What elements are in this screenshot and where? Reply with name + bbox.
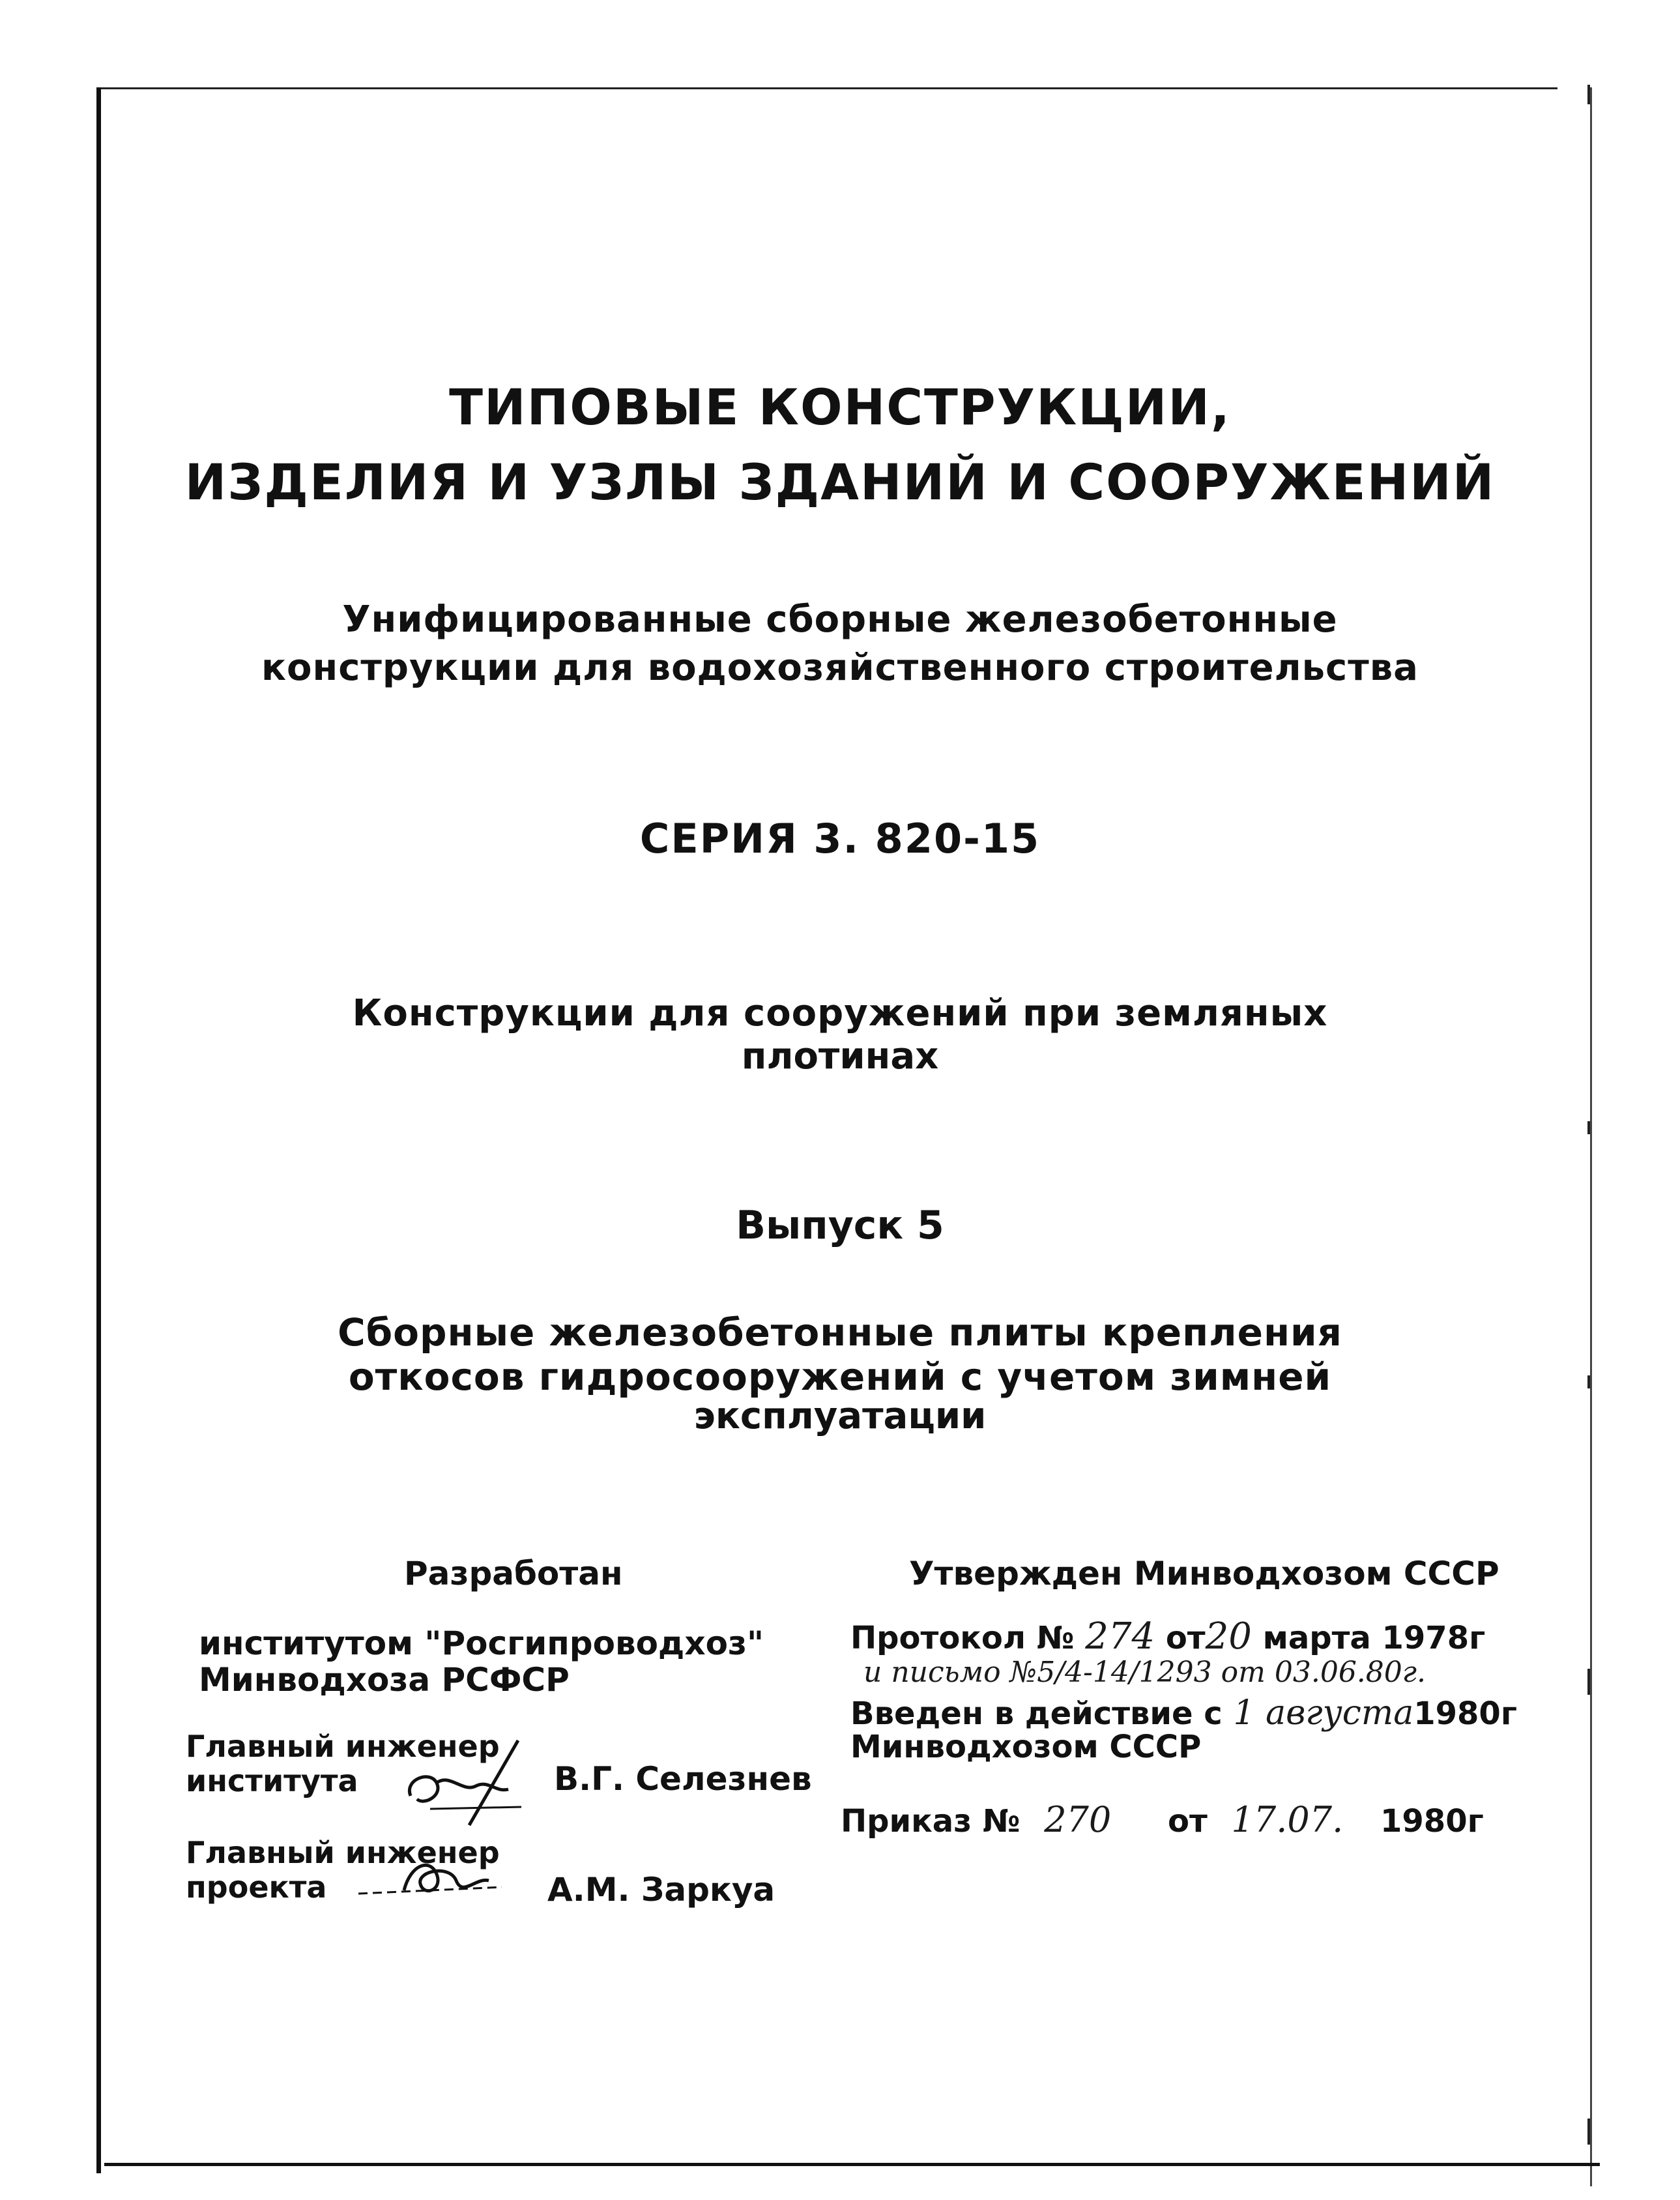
chief-engineer-institute-label-2: института — [186, 1763, 358, 1798]
effective-year: 1980г — [1413, 1695, 1517, 1732]
plates-line-3: эксплуатации — [693, 1395, 987, 1437]
chief-engineer-project-label-2: проекта — [186, 1870, 327, 1905]
title-line-1: ТИПОВЫЕ КОНСТРУКЦИИ, — [449, 378, 1231, 436]
unified-line-2: конструкции для водохозяйственного строительства — [261, 647, 1419, 689]
signature-seleznev — [391, 1734, 547, 1832]
protocol-from: от — [1165, 1620, 1206, 1656]
developed-org-line-2: Минводхоза РСФСР — [199, 1661, 570, 1699]
chief-engineer-project-label-1: Главный инженер — [186, 1835, 500, 1870]
plates-line-2: откосов гидросооружений с учетом зимней — [348, 1355, 1332, 1399]
order-line — [841, 1799, 1484, 1840]
effective-date: 1 августа — [1233, 1694, 1414, 1733]
order-from: от — [1168, 1803, 1208, 1840]
protocol-label: Протокол № — [850, 1620, 1075, 1656]
effective-line — [850, 1694, 1517, 1733]
constructions-line-1: Конструкции для сооружений при земляных — [352, 992, 1328, 1034]
developed-heading: Разработан — [404, 1555, 623, 1592]
approved-heading: Утвержден Минводхозом СССР — [909, 1555, 1499, 1592]
frame-top-line — [96, 87, 1557, 89]
chief-engineer-institute-name: В.Г. Селезнев — [554, 1760, 812, 1798]
constructions-line-2: плотинах — [741, 1035, 939, 1078]
effective-by: Минводхозом СССР — [850, 1729, 1202, 1765]
protocol-date-day: 20 — [1205, 1615, 1252, 1658]
developed-org-line-1: институтом "Росгипроводхоз" — [199, 1624, 764, 1662]
frame-bottom-line — [104, 2163, 1600, 2166]
protocol-number: 274 — [1085, 1615, 1155, 1658]
issue-number: Выпуск 5 — [736, 1203, 944, 1248]
unified-line-1: Унифицированные сборные железобетонные — [342, 598, 1338, 641]
protocol-line — [850, 1615, 1485, 1658]
order-date: 17.07. — [1231, 1799, 1344, 1840]
chief-engineer-project-name: А.М. Заркуа — [547, 1871, 775, 1909]
order-number: 270 — [1044, 1799, 1112, 1840]
letter-handwritten: и письмо №5/4-14/1293 от 03.06.80г. — [863, 1656, 1427, 1689]
order-year: 1980г — [1380, 1803, 1484, 1840]
title-line-2: ИЗДЕЛИЯ И УЗЛЫ ЗДАНИЙ И СООРУЖЕНИЙ — [184, 453, 1496, 511]
chief-engineer-institute-label-1: Главный инженер — [186, 1729, 500, 1764]
protocol-date-rest: марта 1978г — [1262, 1620, 1486, 1656]
order-label: Приказ № — [841, 1803, 1021, 1840]
effective-prefix: Введен в действие с — [850, 1695, 1223, 1732]
signature-zarkua — [352, 1851, 534, 1910]
series-number: СЕРИЯ 3. 820-15 — [639, 815, 1041, 862]
plates-line-1: Сборные железобетонные плиты крепления — [338, 1310, 1342, 1355]
